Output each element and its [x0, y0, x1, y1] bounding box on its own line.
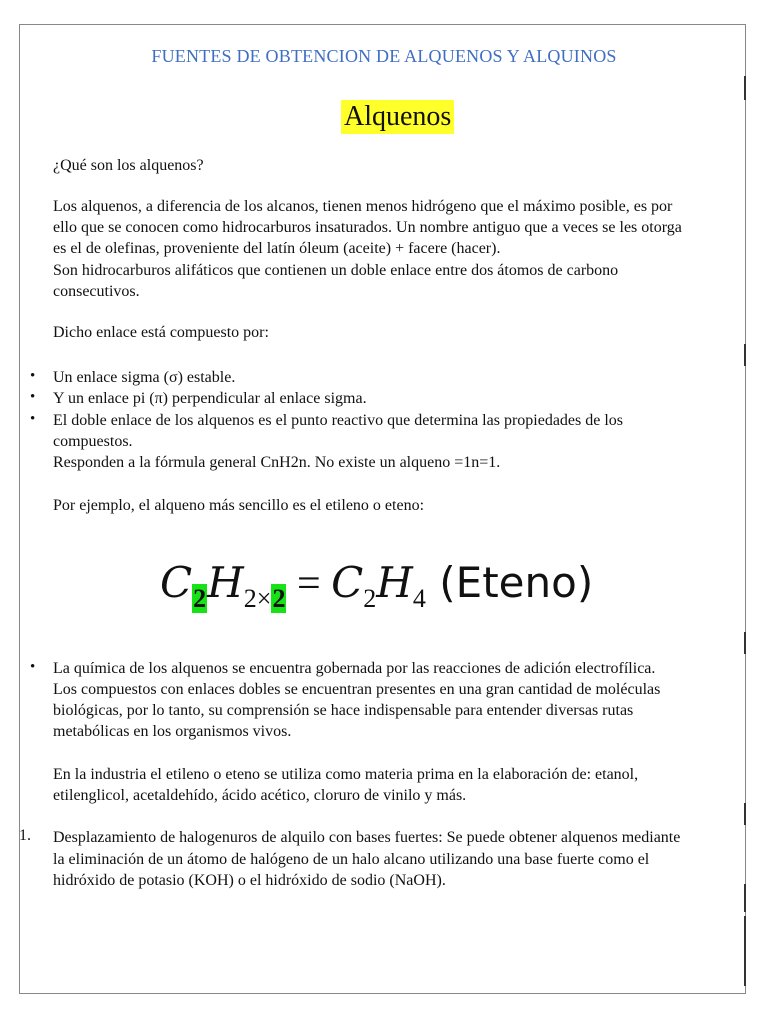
- formula-subscript-highlight: 2: [193, 584, 207, 613]
- example-intro: Por ejemplo, el alqueno más sencillo es el etileno o eteno:: [53, 497, 425, 514]
- margin-mark: [744, 803, 746, 825]
- section-title: Alquenos: [341, 100, 454, 134]
- formula-subscript: 2×: [243, 584, 272, 613]
- ethene-formula: [160, 558, 593, 614]
- question-text: ¿Qué son los alquenos?: [53, 157, 204, 174]
- document-header: FUENTES DE OBTENCION DE ALQUENOS Y ALQUINOS: [151, 46, 617, 66]
- list-number: 1.: [19, 827, 31, 844]
- bullet-item: Y un enlace pi (π) perpendicular al enlace sigma.: [53, 390, 367, 407]
- bullet-item-line: biológicas, por lo tanto, su comprensión se hace indispensable para entender diversas rutas: [53, 702, 634, 719]
- paragraph-line: ello que se conocen como hidrocarburos insaturados. Un nombre antiguo que a veces se les otorga: [53, 219, 682, 236]
- paragraph-text: Dicho enlace está compuesto por:: [53, 324, 269, 341]
- formula-hydrogen: H: [207, 558, 244, 607]
- formula-name: (Eteno): [425, 558, 594, 607]
- bullet-item-line: etilenglicol, acetaldehído, ácido acético, cloruro de vinilo y más.: [53, 787, 467, 804]
- paragraph-line: consecutivos.: [53, 283, 140, 300]
- formula-subscript: 4: [412, 584, 426, 613]
- bullet-item: El doble enlace de los alquenos es el punto reactivo que determina las propiedades de los: [53, 412, 624, 429]
- bullet-icon: •: [30, 659, 36, 675]
- formula-equals: =: [286, 561, 332, 607]
- formula-carbon: C: [331, 558, 364, 607]
- paragraph-line: Son hidrocarburos alifáticos que contienen un doble enlace entre dos átomos de carbono: [53, 262, 619, 279]
- bullet-item-line: metabólicas en los organismos vivos.: [53, 723, 292, 740]
- numbered-item-line: hidróxido de potasio (KOH) o el hidróxido de sodio (NaOH).: [53, 872, 446, 889]
- formula-hydrogen: H: [376, 558, 413, 607]
- bullet-item-line: Responden a la fórmula general CnH2n. No existe un alqueno =1n=1.: [53, 454, 501, 471]
- bullet-icon: •: [30, 368, 36, 384]
- margin-mark: [744, 632, 746, 654]
- paragraph-line: Los alquenos, a diferencia de los alcanos, tienen menos hidrógeno que el máximo posible, es por: [53, 198, 673, 215]
- bullet-item-line: En la industria el etileno o eteno se utiliza como materia prima en la elaboración de: etanol,: [53, 766, 639, 783]
- margin-mark: [744, 76, 746, 100]
- bullet-item-line: Los compuestos con enlaces dobles se encuentran presentes en una gran cantidad de moléculas: [53, 681, 661, 698]
- bullet-icon: •: [30, 411, 36, 427]
- formula-subscript: 2: [363, 584, 377, 613]
- numbered-item: Desplazamiento de halogenuros de alquilo con bases fuertes: Se puede obtener alquenos mediante: [53, 829, 681, 846]
- paragraph-line: es el de olefinas, proveniente del latín óleum (aceite) + facere (hacer).: [53, 240, 501, 257]
- bullet-item: Un enlace sigma (σ) estable.: [53, 369, 236, 386]
- formula-carbon: C: [160, 558, 193, 607]
- bullet-item: La química de los alquenos se encuentra gobernada por las reacciones de adición electrofílica.: [53, 660, 656, 677]
- formula-subscript-highlight: 2: [272, 584, 286, 613]
- margin-mark: [744, 344, 746, 366]
- bullet-icon: •: [30, 389, 36, 405]
- margin-mark: [744, 916, 746, 986]
- numbered-item-line: la eliminación de un átomo de halógeno de un halo alcano utilizando una base fuerte como el: [53, 851, 650, 868]
- bullet-item-line: compuestos.: [53, 433, 133, 450]
